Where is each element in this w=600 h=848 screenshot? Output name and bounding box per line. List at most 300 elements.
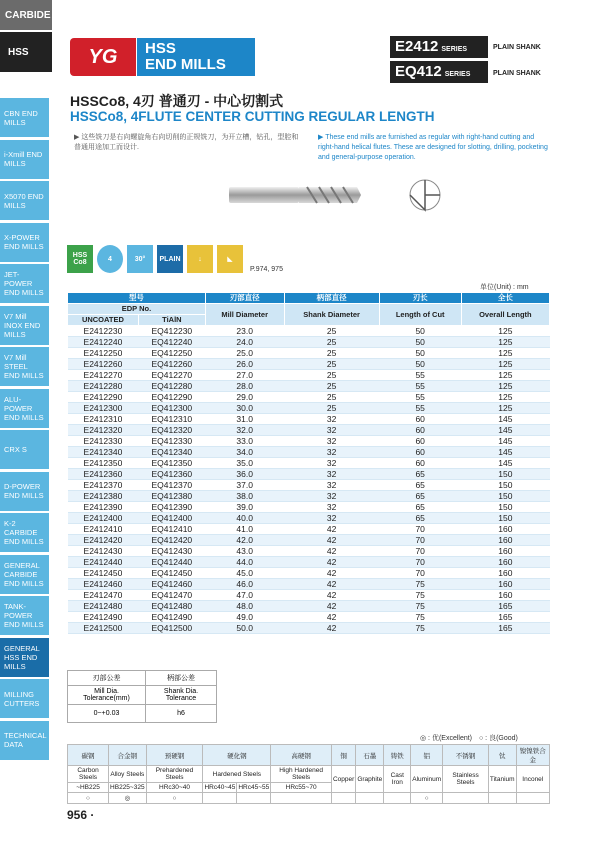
edp-uncoated-cell: E2412420: [68, 535, 139, 546]
shank-diameter-cell: 42: [284, 612, 379, 623]
overall-length-cell: 150: [461, 480, 549, 491]
mill-diameter-cell: 25.0: [205, 348, 284, 359]
table-row: [68, 535, 550, 546]
shank-diameter-cell: 25: [284, 337, 379, 348]
sidebar-item-milling-cutters[interactable]: MILLING CUTTERS: [0, 679, 52, 718]
overall-length-cell: 125: [461, 381, 549, 392]
table-row: [68, 612, 550, 623]
edp-uncoated-cell: E2412460: [68, 579, 139, 590]
material-rating-cell: ○: [68, 793, 109, 804]
sidebar-item-ixmill[interactable]: i-Xmill END MILLS: [0, 140, 52, 179]
length-of-cut-cell: 60: [379, 436, 461, 447]
overall-length-cell: 150: [461, 469, 549, 480]
mill-diameter-cell: 41.0: [205, 524, 284, 535]
tolerance-table: [67, 670, 217, 723]
mill-diameter-cell: 38.0: [205, 491, 284, 502]
overall-length-cell: 125: [461, 403, 549, 414]
material-cn-cell: 铸铁: [384, 745, 411, 766]
shank-diameter-cell: 25: [284, 348, 379, 359]
material-cn-row: [68, 745, 550, 766]
sidebar-item-crxs[interactable]: CRX S: [0, 430, 52, 469]
shank-diameter-cell: 32: [284, 469, 379, 480]
shank-diameter-cell: 25: [284, 381, 379, 392]
header-uncoated: UNCOATED: [68, 315, 139, 326]
overall-length-cell: 160: [461, 535, 549, 546]
overall-length-cell: 145: [461, 436, 549, 447]
header-edp: EDP No.: [68, 304, 206, 315]
overall-length-cell: 125: [461, 370, 549, 381]
material-rating-cell: [237, 793, 271, 804]
material-rating-row: [68, 793, 550, 804]
table-row: [68, 480, 550, 491]
mill-diameter-cell: 33.0: [205, 436, 284, 447]
edp-uncoated-cell: E2412260: [68, 359, 139, 370]
table-row: [68, 546, 550, 557]
edp-tialn-cell: EQ412480: [138, 601, 205, 612]
edp-uncoated-cell: E2412360: [68, 469, 139, 480]
edp-uncoated-cell: E2412430: [68, 546, 139, 557]
sidebar: [0, 0, 52, 848]
tol-shank-header-cn: 柄部公差: [146, 671, 217, 686]
spec-table: [67, 292, 550, 634]
sidebar-tab-hss[interactable]: HSS: [0, 32, 52, 72]
sidebar-item-v7-steel[interactable]: V7 Mill STEEL END MILLS: [0, 347, 52, 386]
shank-diameter-cell: 42: [284, 546, 379, 557]
mill-diameter-cell: 46.0: [205, 579, 284, 590]
shank-diameter-cell: 42: [284, 557, 379, 568]
header-loc-cn: 刃长: [379, 293, 461, 304]
length-of-cut-cell: 75: [379, 623, 461, 634]
material-hardness-cell: ~HB225: [68, 783, 109, 793]
material-rating-cell: ○: [411, 793, 443, 804]
series-code: EQ412: [395, 63, 442, 80]
header-tialn: TiAlN: [138, 315, 205, 326]
length-of-cut-cell: 65: [379, 502, 461, 513]
edp-tialn-cell: EQ412390: [138, 502, 205, 513]
material-en-cell: Carbon Steels: [68, 766, 109, 783]
material-cn-cell: 不锈钢: [443, 745, 489, 766]
shank-diameter-cell: 42: [284, 568, 379, 579]
edp-uncoated-cell: E2412480: [68, 601, 139, 612]
edp-tialn-cell: EQ412440: [138, 557, 205, 568]
length-of-cut-cell: 70: [379, 524, 461, 535]
feature-icons: [67, 245, 243, 273]
shank-type-label: PLAIN SHANK: [493, 70, 541, 77]
series-badge-eq412: [390, 61, 488, 83]
material-rating-cell: [356, 793, 384, 804]
header-mill-dia-cn: 刃部直径: [205, 293, 284, 304]
overall-length-cell: 150: [461, 502, 549, 513]
mill-diameter-cell: 49.0: [205, 612, 284, 623]
table-row: [68, 601, 550, 612]
shank-diameter-cell: 32: [284, 513, 379, 524]
edp-tialn-cell: EQ412380: [138, 491, 205, 502]
table-row: [68, 337, 550, 348]
table-row: [68, 491, 550, 502]
edp-tialn-cell: EQ412320: [138, 425, 205, 436]
overall-length-cell: 165: [461, 612, 549, 623]
material-hardness-cell: HB225~325: [110, 784, 145, 791]
material-rating-cell: [203, 793, 237, 804]
material-en-cell: Cast Iron: [384, 766, 411, 793]
table-row: [68, 513, 550, 524]
overall-length-cell: 160: [461, 590, 549, 601]
length-of-cut-cell: 60: [379, 458, 461, 469]
sidebar-item-x5070[interactable]: X5070 END MILLS: [0, 181, 52, 220]
mill-diameter-cell: 32.0: [205, 425, 284, 436]
length-of-cut-cell: 75: [379, 612, 461, 623]
edp-uncoated-cell: E2412230: [68, 326, 139, 337]
material-en-cell: High Hardened Steels: [271, 766, 332, 783]
sidebar-item-jetpower[interactable]: JET-POWER END MILLS: [0, 264, 52, 303]
material-en-cell: Prehardened Steels: [146, 766, 203, 783]
table-row: [68, 370, 550, 381]
rating-legend: ◎ : 优(Excellent) ○ : 良(Good): [420, 735, 518, 742]
material-cn-cell: 高硬钢: [271, 745, 332, 766]
edp-uncoated-cell: E2412340: [68, 447, 139, 458]
shank-diameter-cell: 32: [284, 447, 379, 458]
shank-diameter-cell: 25: [284, 403, 379, 414]
edp-tialn-cell: EQ412420: [138, 535, 205, 546]
edp-tialn-cell: EQ412260: [138, 359, 205, 370]
sidebar-item-technical-data[interactable]: TECHNICAL DATA: [0, 721, 52, 760]
overall-length-cell: 165: [461, 623, 549, 634]
material-hardness-cell: HRc45~55: [238, 784, 270, 791]
edp-uncoated-cell: E2412470: [68, 590, 139, 601]
overall-length-cell: 145: [461, 447, 549, 458]
overall-length-cell: 125: [461, 337, 549, 348]
overall-length-cell: 145: [461, 425, 549, 436]
shank-type-label: PLAIN SHANK: [493, 44, 541, 51]
overall-length-cell: 125: [461, 359, 549, 370]
slotting-icon: ↓: [187, 245, 213, 273]
tol-mill-header: Mill Dia. Tolerance(mm): [68, 686, 146, 705]
section-title: [137, 38, 255, 76]
material-en-cell: Copper: [331, 766, 355, 793]
edp-tialn-cell: EQ412500: [138, 623, 205, 634]
mill-diameter-cell: 44.0: [205, 557, 284, 568]
description-en: ▶ These end mills are furnished as regular with right-hand cutting and right-hand helical flutes. These are designed for slotting, drilling, pocketing and general-purpose operation.: [318, 134, 548, 161]
table-row: [68, 568, 550, 579]
length-of-cut-cell: 70: [379, 568, 461, 579]
length-of-cut-cell: 55: [379, 370, 461, 381]
table-row: [68, 590, 550, 601]
mill-diameter-cell: 47.0: [205, 590, 284, 601]
edp-uncoated-cell: E2412410: [68, 524, 139, 535]
sidebar-item-general-hss[interactable]: GENERAL HSS END MILLS: [0, 638, 52, 677]
shank-diameter-cell: 32: [284, 458, 379, 469]
sidebar-item-v7-inox[interactable]: V7 Mill INOX END MILLS: [0, 306, 52, 345]
overall-length-cell: 160: [461, 524, 549, 535]
header-oal-cn: 全长: [461, 293, 549, 304]
edp-tialn-cell: EQ412430: [138, 546, 205, 557]
material-cn-cell: 石墨: [356, 745, 384, 766]
material-rating-cell: [331, 793, 355, 804]
shank-diameter-cell: 25: [284, 392, 379, 403]
length-of-cut-cell: 60: [379, 447, 461, 458]
edp-tialn-cell: EQ412340: [138, 447, 205, 458]
header-shank-dia: Shank Diameter: [284, 304, 379, 326]
edp-tialn-cell: EQ412360: [138, 469, 205, 480]
material-rating-cell: ○: [146, 793, 203, 804]
material-cn-cell: 钛: [488, 745, 516, 766]
overall-length-cell: 145: [461, 414, 549, 425]
spec-table-body: [68, 326, 550, 634]
length-of-cut-cell: 60: [379, 425, 461, 436]
overall-length-cell: 165: [461, 601, 549, 612]
length-of-cut-cell: 75: [379, 601, 461, 612]
brand-logo: YG: [70, 38, 136, 76]
table-row: [68, 381, 550, 392]
shank-diameter-cell: 32: [284, 425, 379, 436]
edp-tialn-cell: EQ412350: [138, 458, 205, 469]
mill-diameter-cell: 23.0: [205, 326, 284, 337]
material-en-cell: Hardened Steels: [203, 766, 271, 783]
material-hardness-cell: HRc40~45: [204, 784, 236, 791]
table-row: [68, 447, 550, 458]
length-of-cut-cell: 55: [379, 403, 461, 414]
unit-label: 单位(Unit) : mm: [480, 284, 529, 291]
table-row: [68, 524, 550, 535]
edp-uncoated-cell: E2412280: [68, 381, 139, 392]
material-cn-cell: 预硬钢: [146, 745, 203, 766]
overall-length-cell: 145: [461, 458, 549, 469]
table-row: [68, 392, 550, 403]
sidebar-item-cbn[interactable]: CBN END MILLS: [0, 98, 52, 137]
mill-diameter-cell: 42.0: [205, 535, 284, 546]
edp-uncoated-cell: E2412380: [68, 491, 139, 502]
material-en-cell: Stainless Steels: [443, 766, 489, 793]
overall-length-cell: 150: [461, 491, 549, 502]
overall-length-cell: 160: [461, 579, 549, 590]
mill-diameter-cell: 48.0: [205, 601, 284, 612]
mill-diameter-cell: 30.0: [205, 403, 284, 414]
sidebar-item-dpower[interactable]: D-POWER END MILLS: [0, 472, 52, 511]
edp-tialn-cell: EQ412450: [138, 568, 205, 579]
length-of-cut-cell: 50: [379, 359, 461, 370]
shank-diameter-cell: 25: [284, 326, 379, 337]
length-of-cut-cell: 60: [379, 414, 461, 425]
edp-uncoated-cell: E2412310: [68, 414, 139, 425]
header-oal: Overall Length: [461, 304, 549, 326]
series-word: SERIES: [441, 46, 468, 53]
mill-diameter-cell: 24.0: [205, 337, 284, 348]
edp-tialn-cell: EQ412470: [138, 590, 205, 601]
edp-uncoated-cell: E2412250: [68, 348, 139, 359]
sidebar-item-tankpower[interactable]: TANK-POWER END MILLS: [0, 596, 52, 635]
material-en-cell: Inconel: [516, 766, 549, 793]
overall-length-cell: 160: [461, 568, 549, 579]
series-code: E2412: [395, 38, 439, 55]
sidebar-item-k2[interactable]: K-2 CARBIDE END MILLS: [0, 513, 52, 552]
material-rating-cell: [443, 793, 489, 804]
mill-diameter-cell: 29.0: [205, 392, 284, 403]
shank-diameter-cell: 42: [284, 623, 379, 634]
product-title-en: HSSCo8, 4FLUTE CENTER CUTTING REGULAR LENGTH: [70, 109, 435, 124]
shank-diameter-cell: 25: [284, 370, 379, 381]
edp-tialn-cell: EQ412250: [138, 348, 205, 359]
shank-diameter-cell: 32: [284, 480, 379, 491]
length-of-cut-cell: 70: [379, 557, 461, 568]
flute-count-icon: 4: [97, 245, 123, 273]
edp-tialn-cell: EQ412310: [138, 414, 205, 425]
edp-tialn-cell: EQ412410: [138, 524, 205, 535]
shank-diameter-cell: 32: [284, 436, 379, 447]
mill-diameter-cell: 39.0: [205, 502, 284, 513]
tol-shank-header: Shank Dia. Tolerance: [146, 686, 217, 705]
table-row: [68, 579, 550, 590]
header-shank-dia-cn: 柄部直径: [284, 293, 379, 304]
length-of-cut-cell: 75: [379, 590, 461, 601]
length-of-cut-cell: 65: [379, 491, 461, 502]
edp-tialn-cell: EQ412270: [138, 370, 205, 381]
length-of-cut-cell: 65: [379, 513, 461, 524]
material-en-cell: Titanium: [488, 766, 516, 793]
table-row: [68, 623, 550, 634]
mill-diameter-cell: 45.0: [205, 568, 284, 579]
material-hardness-cell: HRc30~40: [146, 783, 203, 793]
edp-tialn-cell: EQ412370: [138, 480, 205, 491]
edp-uncoated-cell: E2412440: [68, 557, 139, 568]
shank-diameter-cell: 42: [284, 524, 379, 535]
material-rating-cell: [488, 793, 516, 804]
page-reference: P.974, 975: [250, 266, 283, 273]
material-en-row: [68, 766, 550, 783]
product-title-cn: HSSCo8, 4刃 普通刃 - 中心切割式: [70, 93, 284, 109]
edp-tialn-cell: EQ412240: [138, 337, 205, 348]
mill-diameter-cell: 35.0: [205, 458, 284, 469]
table-row: [68, 403, 550, 414]
mill-diameter-cell: 36.0: [205, 469, 284, 480]
mill-diameter-cell: 34.0: [205, 447, 284, 458]
material-en-cell: Alloy Steels: [109, 766, 147, 783]
material-rating-cell: [384, 793, 411, 804]
mill-diameter-cell: 31.0: [205, 414, 284, 425]
mill-diameter-cell: 27.0: [205, 370, 284, 381]
length-of-cut-cell: 50: [379, 348, 461, 359]
material-cn-cell: 镍镍铁合金: [516, 745, 549, 766]
material-cn-cell: 碳钢: [68, 745, 109, 766]
milling-icon: ◣: [217, 245, 243, 273]
material-rating-cell: ◎: [109, 793, 147, 804]
shank-diameter-cell: 42: [284, 601, 379, 612]
edp-tialn-cell: EQ412230: [138, 326, 205, 337]
edp-uncoated-cell: E2412330: [68, 436, 139, 447]
sidebar-item-xpower[interactable]: X-POWER END MILLS: [0, 223, 52, 262]
page-number: 956 ·: [67, 808, 95, 822]
edp-tialn-cell: EQ412280: [138, 381, 205, 392]
tol-mill-value: 0~+0.03: [68, 705, 146, 723]
mill-diameter-cell: 43.0: [205, 546, 284, 557]
series-badge-e2412: [390, 36, 488, 58]
edp-tialn-cell: EQ412490: [138, 612, 205, 623]
material-cn-cell: 铜: [331, 745, 355, 766]
tol-shank-value: h6: [146, 705, 217, 723]
edp-uncoated-cell: E2412500: [68, 623, 139, 634]
edp-uncoated-cell: E2412320: [68, 425, 139, 436]
table-row: [68, 436, 550, 447]
material-cn-cell: 铝: [411, 745, 443, 766]
edp-tialn-cell: EQ412300: [138, 403, 205, 414]
edp-uncoated-cell: E2412450: [68, 568, 139, 579]
table-row: [68, 425, 550, 436]
section-title-line2: END MILLS: [145, 56, 226, 73]
length-of-cut-cell: 70: [379, 535, 461, 546]
header-model-cn: 型号: [68, 293, 206, 304]
edp-tialn-cell: EQ412460: [138, 579, 205, 590]
edp-uncoated-cell: E2412390: [68, 502, 139, 513]
edp-tialn-cell: EQ412330: [138, 436, 205, 447]
mill-diameter-cell: 40.0: [205, 513, 284, 524]
header-loc: Length of Cut: [379, 304, 461, 326]
length-of-cut-cell: 65: [379, 469, 461, 480]
overall-length-cell: 150: [461, 513, 549, 524]
shank-diameter-cell: 32: [284, 502, 379, 513]
edp-uncoated-cell: E2412290: [68, 392, 139, 403]
shank-diameter-cell: 32: [284, 414, 379, 425]
mill-diameter-cell: 37.0: [205, 480, 284, 491]
table-row: [68, 348, 550, 359]
edp-uncoated-cell: E2412370: [68, 480, 139, 491]
tol-mill-header-cn: 刃部公差: [68, 671, 146, 686]
overall-length-cell: 125: [461, 348, 549, 359]
length-of-cut-cell: 75: [379, 579, 461, 590]
length-of-cut-cell: 55: [379, 392, 461, 403]
material-rating-cell: [271, 793, 332, 804]
section-title-line1: HSS: [145, 40, 176, 57]
sidebar-item-general-carbide[interactable]: GENERAL CARBIDE END MILLS: [0, 555, 52, 594]
shank-diameter-cell: 25: [284, 359, 379, 370]
material-hardness-cell: HRc55~70: [271, 783, 332, 793]
length-of-cut-cell: 50: [379, 326, 461, 337]
mill-diameter-cell: 26.0: [205, 359, 284, 370]
length-of-cut-cell: 50: [379, 337, 461, 348]
material-cn-cell: 硬化钢: [203, 745, 271, 766]
table-row: [68, 502, 550, 513]
table-row: [68, 458, 550, 469]
table-row: [68, 414, 550, 425]
sidebar-tab-carbide[interactable]: CARBIDE: [0, 0, 52, 30]
end-mill-illustration: [225, 180, 365, 210]
table-row: [68, 359, 550, 370]
mill-diameter-cell: 28.0: [205, 381, 284, 392]
shank-diameter-cell: 32: [284, 491, 379, 502]
series-word: SERIES: [444, 71, 471, 78]
edp-tialn-cell: EQ412400: [138, 513, 205, 524]
header-mill-dia: Mill Diameter: [205, 304, 284, 326]
material-table: [67, 744, 550, 804]
mill-diameter-cell: 50.0: [205, 623, 284, 634]
material-en-cell: Graphite: [356, 766, 384, 793]
material-cn-cell: 合金钢: [109, 745, 147, 766]
shank-diameter-cell: 42: [284, 535, 379, 546]
edp-uncoated-cell: E2412300: [68, 403, 139, 414]
end-view-icon: [405, 175, 445, 215]
table-row: [68, 326, 550, 337]
overall-length-cell: 125: [461, 326, 549, 337]
table-row: [68, 557, 550, 568]
shank-diameter-cell: 42: [284, 579, 379, 590]
overall-length-cell: 160: [461, 557, 549, 568]
edp-uncoated-cell: E2412400: [68, 513, 139, 524]
overall-length-cell: 160: [461, 546, 549, 557]
material-en-cell: Aluminum: [411, 766, 443, 793]
sidebar-item-alupower[interactable]: ALU-POWER END MILLS: [0, 389, 52, 428]
length-of-cut-cell: 70: [379, 546, 461, 557]
length-of-cut-cell: 65: [379, 480, 461, 491]
edp-tialn-cell: EQ412290: [138, 392, 205, 403]
length-of-cut-cell: 55: [379, 381, 461, 392]
